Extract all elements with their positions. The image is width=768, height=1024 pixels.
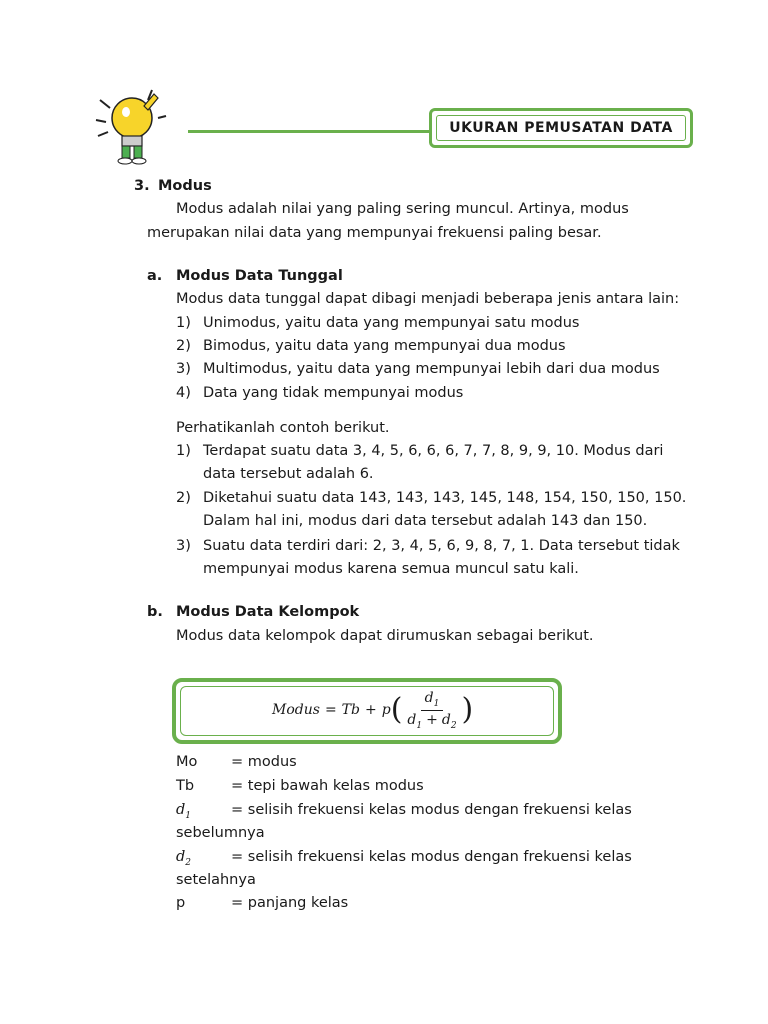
header-rule [188, 130, 430, 133]
list-item-number: 3) [176, 361, 191, 377]
list-item-number: 4) [176, 385, 191, 401]
list-item-number: 2) [176, 338, 191, 354]
sub-a-intro: Modus data tunggal dapat dibagi menjadi beberapa jenis antara lain: [176, 291, 680, 307]
example-line: Suatu data terdiri dari: 2, 3, 4, 5, 6, 9, 8, 7, 1. Data tersebut tidak [203, 538, 680, 554]
page-title: UKURAN PEMUSATAN DATA [449, 120, 673, 136]
definition-text: = modus [231, 754, 297, 770]
definition-text: = tepi bawah kelas modus [231, 778, 424, 794]
sub-a-letter: a. [147, 268, 163, 284]
lightbulb-mascot-icon [92, 86, 172, 166]
example-number: 3) [176, 538, 191, 554]
definition-text: = selisih frekuensi kelas modus dengan frekuensi kelas [231, 849, 632, 865]
definition-symbol: Tb [176, 778, 195, 794]
modus-formula: Modus = Tb + p ( $\frac{d_1}{d_1 + d_2}$ ) [272, 690, 474, 731]
section-heading: Modus [158, 178, 212, 194]
definition-text: = panjang kelas [231, 895, 349, 911]
definition-text: = selisih frekuensi kelas modus dengan frekuensi kelas [231, 802, 632, 818]
example-number: 1) [176, 443, 191, 459]
sub-b-intro: Modus data kelompok dapat dirumuskan sebagai berikut. [176, 628, 594, 644]
list-item: Data yang tidak mempunyai modus [203, 385, 464, 401]
example-line: data tersebut adalah 6. [203, 466, 374, 482]
example-number: 2) [176, 490, 191, 506]
example-line: Dalam hal ini, modus dari data tersebut adalah 143 dan 150. [203, 513, 648, 529]
definition-text-cont: setelahnya [176, 872, 256, 888]
section-intro-line2: merupakan nilai data yang mempunyai frekuensi paling besar. [147, 225, 602, 241]
section-number: 3. [134, 178, 150, 194]
example-line: Terdapat suatu data 3, 4, 5, 6, 6, 6, 7, 7, 8, 9, 9, 10. Modus dari [203, 443, 664, 459]
example-intro: Perhatikanlah contoh berikut. [176, 420, 390, 436]
definition-symbol: $d_1$ [176, 802, 192, 821]
example-line: Diketahui suatu data 143, 143, 143, 145, 148, 154, 150, 150, 150. [203, 490, 687, 506]
example-line: mempunyai modus karena semua muncul satu kali. [203, 561, 579, 577]
list-item: Bimodus, yaitu data yang mempunyai dua modus [203, 338, 566, 354]
definition-symbol: Mo [176, 754, 198, 770]
sub-b-letter: b. [147, 604, 163, 620]
section-intro-line1: Modus adalah nilai yang paling sering muncul. Artinya, modus [176, 201, 629, 217]
definition-text-cont: sebelumnya [176, 825, 265, 841]
definition-symbol: $d_2$ [176, 849, 192, 868]
list-item: Multimodus, yaitu data yang mempunyai lebih dari dua modus [203, 361, 660, 377]
sub-a-heading: Modus Data Tunggal [176, 268, 343, 284]
formula-box [172, 678, 562, 744]
list-item-number: 1) [176, 315, 191, 331]
definition-symbol: p [176, 895, 186, 911]
sub-b-heading: Modus Data Kelompok [176, 604, 360, 620]
list-item: Unimodus, yaitu data yang mempunyai satu modus [203, 315, 580, 331]
title-box [429, 108, 693, 148]
